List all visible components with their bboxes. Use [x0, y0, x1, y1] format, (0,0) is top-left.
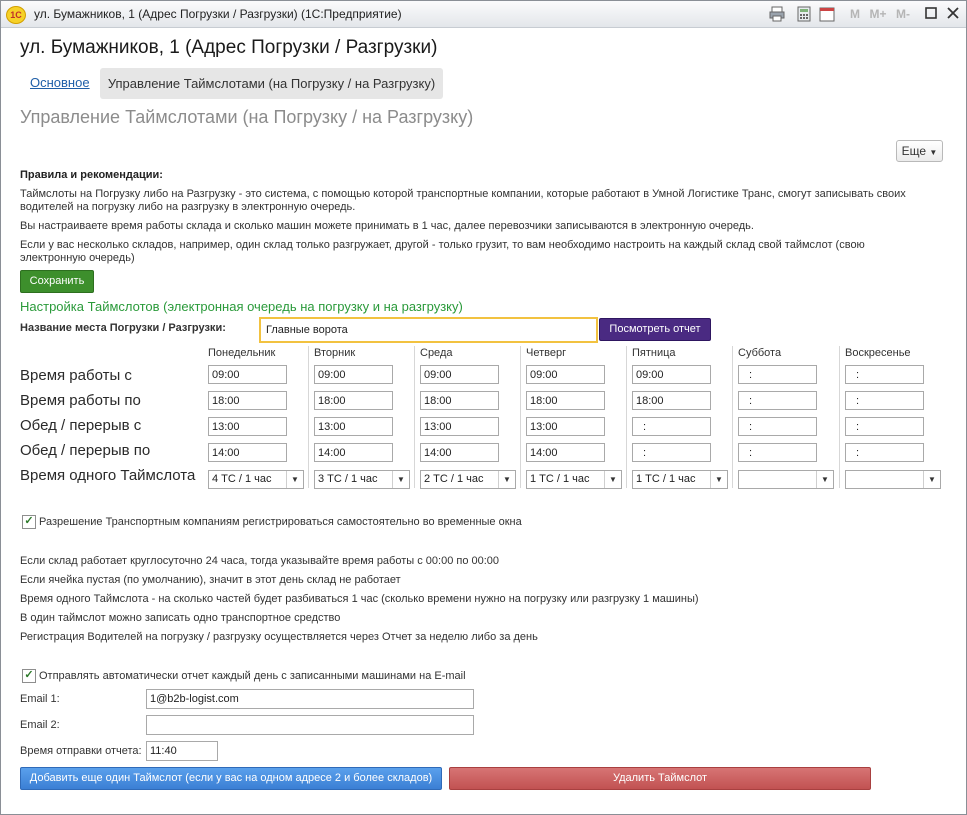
close-icon[interactable]: [944, 5, 962, 23]
send-time-field[interactable]: 11:40: [146, 741, 218, 761]
slot-select[interactable]: [738, 470, 834, 489]
time-input[interactable]: :: [632, 417, 711, 436]
maximize-icon[interactable]: [922, 5, 940, 23]
row-label-lunch-to: Обед / перерыв по: [20, 442, 151, 459]
slot-select-value: 4 ТС / 1 час: [212, 473, 272, 485]
memory-m-button[interactable]: M: [850, 7, 860, 21]
email1-label: Email 1:: [20, 693, 60, 705]
setup-title: Настройка Таймслотов (электронная очередь на погрузку и на разгрузку): [20, 299, 463, 314]
row-label-slot-duration: Время одного Таймслота: [20, 467, 196, 484]
tab-timeslots[interactable]: Управление Таймслотами (на Погрузку / на Разгрузку): [100, 68, 443, 99]
time-input[interactable]: 14:00: [314, 443, 393, 462]
slot-select-value: 1 ТС / 1 час: [636, 473, 696, 485]
chevron-down-icon[interactable]: ▼: [923, 471, 940, 488]
time-input[interactable]: 18:00: [632, 391, 711, 410]
auto-report-label[interactable]: Отправлять автоматически отчет каждый день с записанными машинами на E-mail: [39, 670, 466, 682]
calculator-icon[interactable]: [796, 6, 812, 22]
day-header-wednesday: Среда: [420, 347, 453, 359]
note-text: Время одного Таймслота - на сколько частей будет разбиваться 1 час (сколько времени нужно на погрузку или разгрузку 1 машины): [20, 593, 699, 605]
time-input[interactable]: 18:00: [526, 391, 605, 410]
1c-logo-icon[interactable]: 1С: [6, 6, 26, 24]
time-input[interactable]: 13:00: [526, 417, 605, 436]
row-label-work-to: Время работы по: [20, 392, 141, 409]
day-header-tuesday: Вторник: [314, 347, 356, 359]
day-header-friday: Пятница: [632, 347, 676, 359]
time-input[interactable]: 18:00: [208, 391, 287, 410]
day-header-thursday: Четверг: [526, 347, 567, 359]
view-report-button[interactable]: Посмотреть отчет: [599, 318, 711, 341]
time-input[interactable]: :: [632, 443, 711, 462]
more-button-label: Еще: [901, 144, 927, 158]
time-input[interactable]: 09:00: [632, 365, 711, 384]
chevron-down-icon[interactable]: ▼: [498, 471, 515, 488]
time-input[interactable]: :: [738, 365, 817, 384]
memory-minus-button[interactable]: M-: [896, 7, 910, 21]
day-header-monday: Понедельник: [208, 347, 276, 359]
time-input[interactable]: 09:00: [526, 365, 605, 384]
place-name-input[interactable]: Главные ворота: [259, 317, 598, 343]
memory-plus-button[interactable]: M+: [869, 7, 887, 21]
chevron-down-icon[interactable]: ▼: [286, 471, 303, 488]
allow-registration-label[interactable]: Разрешение Транспортным компаниям регистрироваться самостоятельно во временные окна: [39, 516, 522, 528]
day-header-saturday: Суббота: [738, 347, 782, 359]
title-bar: [1, 1, 966, 28]
time-input[interactable]: 14:00: [526, 443, 605, 462]
add-timeslot-button[interactable]: Добавить еще один Таймслот (если у вас на одном адресе 2 и более складов): [20, 767, 442, 790]
window-title: ул. Бумажников, 1 (Адрес Погрузки / Разгрузки) (1С:Предприятие): [34, 7, 402, 21]
column-divider: [520, 346, 521, 488]
place-label: Название места Погрузки / Разгрузки:: [20, 322, 226, 334]
email2-label: Email 2:: [20, 719, 60, 731]
time-input[interactable]: 09:00: [208, 365, 287, 384]
section-title: Управление Таймслотами (на Погрузку / на Разгрузку): [20, 107, 474, 127]
slot-select[interactable]: [526, 470, 622, 489]
email2-field[interactable]: [146, 715, 474, 735]
send-time-label: Время отправки отчета:: [20, 745, 142, 757]
email1-field[interactable]: 1@b2b-logist.com: [146, 689, 474, 709]
auto-report-checkbox[interactable]: [22, 669, 36, 683]
time-input[interactable]: :: [738, 391, 817, 410]
time-input[interactable]: 18:00: [314, 391, 393, 410]
delete-timeslot-button[interactable]: Удалить Таймслот: [449, 767, 871, 790]
slot-select[interactable]: [420, 470, 516, 489]
rules-heading: Правила и рекомендации:: [20, 169, 163, 181]
tab-main[interactable]: Основное: [30, 75, 90, 90]
time-input[interactable]: 14:00: [208, 443, 287, 462]
save-button[interactable]: Сохранить: [20, 270, 94, 293]
row-label-work-from: Время работы с: [20, 367, 132, 384]
time-input[interactable]: :: [845, 391, 924, 410]
slot-select-value: 1 ТС / 1 час: [530, 473, 590, 485]
chevron-down-icon[interactable]: ▼: [392, 471, 409, 488]
rules-paragraph: Вы настраиваете время работы склада и сколько машин можете принимать в 1 час, далее перевозчики записываются в электронную очередь.: [20, 220, 754, 232]
time-input[interactable]: :: [845, 443, 924, 462]
time-input[interactable]: 09:00: [420, 365, 499, 384]
column-divider: [732, 346, 733, 488]
rules-paragraph: Если у вас несколько складов, например, один склад только разгружает, другой - только грузит, то вам необходимо настроить на каждый склад свой таймслот (свою электронную очередь): [20, 239, 865, 264]
note-text: Если склад работает круглосуточно 24 часа, тогда указывайте время работы с 00:00 по 00:00: [20, 555, 500, 567]
time-input[interactable]: 13:00: [420, 417, 499, 436]
note-text: Если ячейка пустая (по умолчанию), значит в этот день склад не работает: [20, 574, 401, 586]
time-input[interactable]: 09:00: [314, 365, 393, 384]
note-text: Регистрация Водителей на погрузку / разгрузку осуществляется через Отчет за неделю либо за день: [20, 631, 538, 643]
rules-paragraph: Таймслоты на Погрузку либо на Разгрузку - это система, с помощью которой транспортные компании, которые работают в Умной Логистике Транс, смогут записывать своих водителей на погрузку либо на разгрузку в электронную очередь.: [20, 188, 906, 213]
time-input[interactable]: :: [845, 365, 924, 384]
time-input[interactable]: :: [845, 417, 924, 436]
time-input[interactable]: 18:00: [420, 391, 499, 410]
column-divider: [626, 346, 627, 488]
day-header-sunday: Воскресенье: [845, 347, 911, 359]
time-input[interactable]: 13:00: [208, 417, 287, 436]
slot-select[interactable]: [314, 470, 410, 489]
slot-select-value: 3 ТС / 1 час: [318, 473, 378, 485]
calendar-icon[interactable]: [819, 6, 835, 22]
form-title: ул. Бумажников, 1 (Адрес Погрузки / Разгрузки): [20, 37, 438, 58]
print-icon[interactable]: [769, 6, 785, 22]
row-label-lunch-from: Обед / перерыв с: [20, 417, 142, 434]
column-divider: [839, 346, 840, 488]
chevron-down-icon[interactable]: ▼: [604, 471, 621, 488]
column-divider: [308, 346, 309, 488]
time-input[interactable]: :: [738, 417, 817, 436]
allow-registration-checkbox[interactable]: [22, 515, 36, 529]
slot-select[interactable]: [208, 470, 304, 489]
chevron-down-icon: ▼: [929, 148, 938, 157]
time-input[interactable]: 14:00: [420, 443, 499, 462]
slot-select[interactable]: [845, 470, 941, 489]
chevron-down-icon[interactable]: ▼: [816, 471, 833, 488]
more-button[interactable]: [896, 140, 943, 162]
slot-select-value: 2 ТС / 1 час: [424, 473, 484, 485]
chevron-down-icon[interactable]: ▼: [710, 471, 727, 488]
checkmark-icon: ✓: [24, 515, 34, 527]
column-divider: [414, 346, 415, 488]
checkmark-icon: ✓: [24, 669, 34, 681]
note-text: В один таймслот можно записать одно транспортное средство: [20, 612, 341, 624]
time-input[interactable]: 13:00: [314, 417, 393, 436]
time-input[interactable]: :: [738, 443, 817, 462]
slot-select[interactable]: [632, 470, 728, 489]
